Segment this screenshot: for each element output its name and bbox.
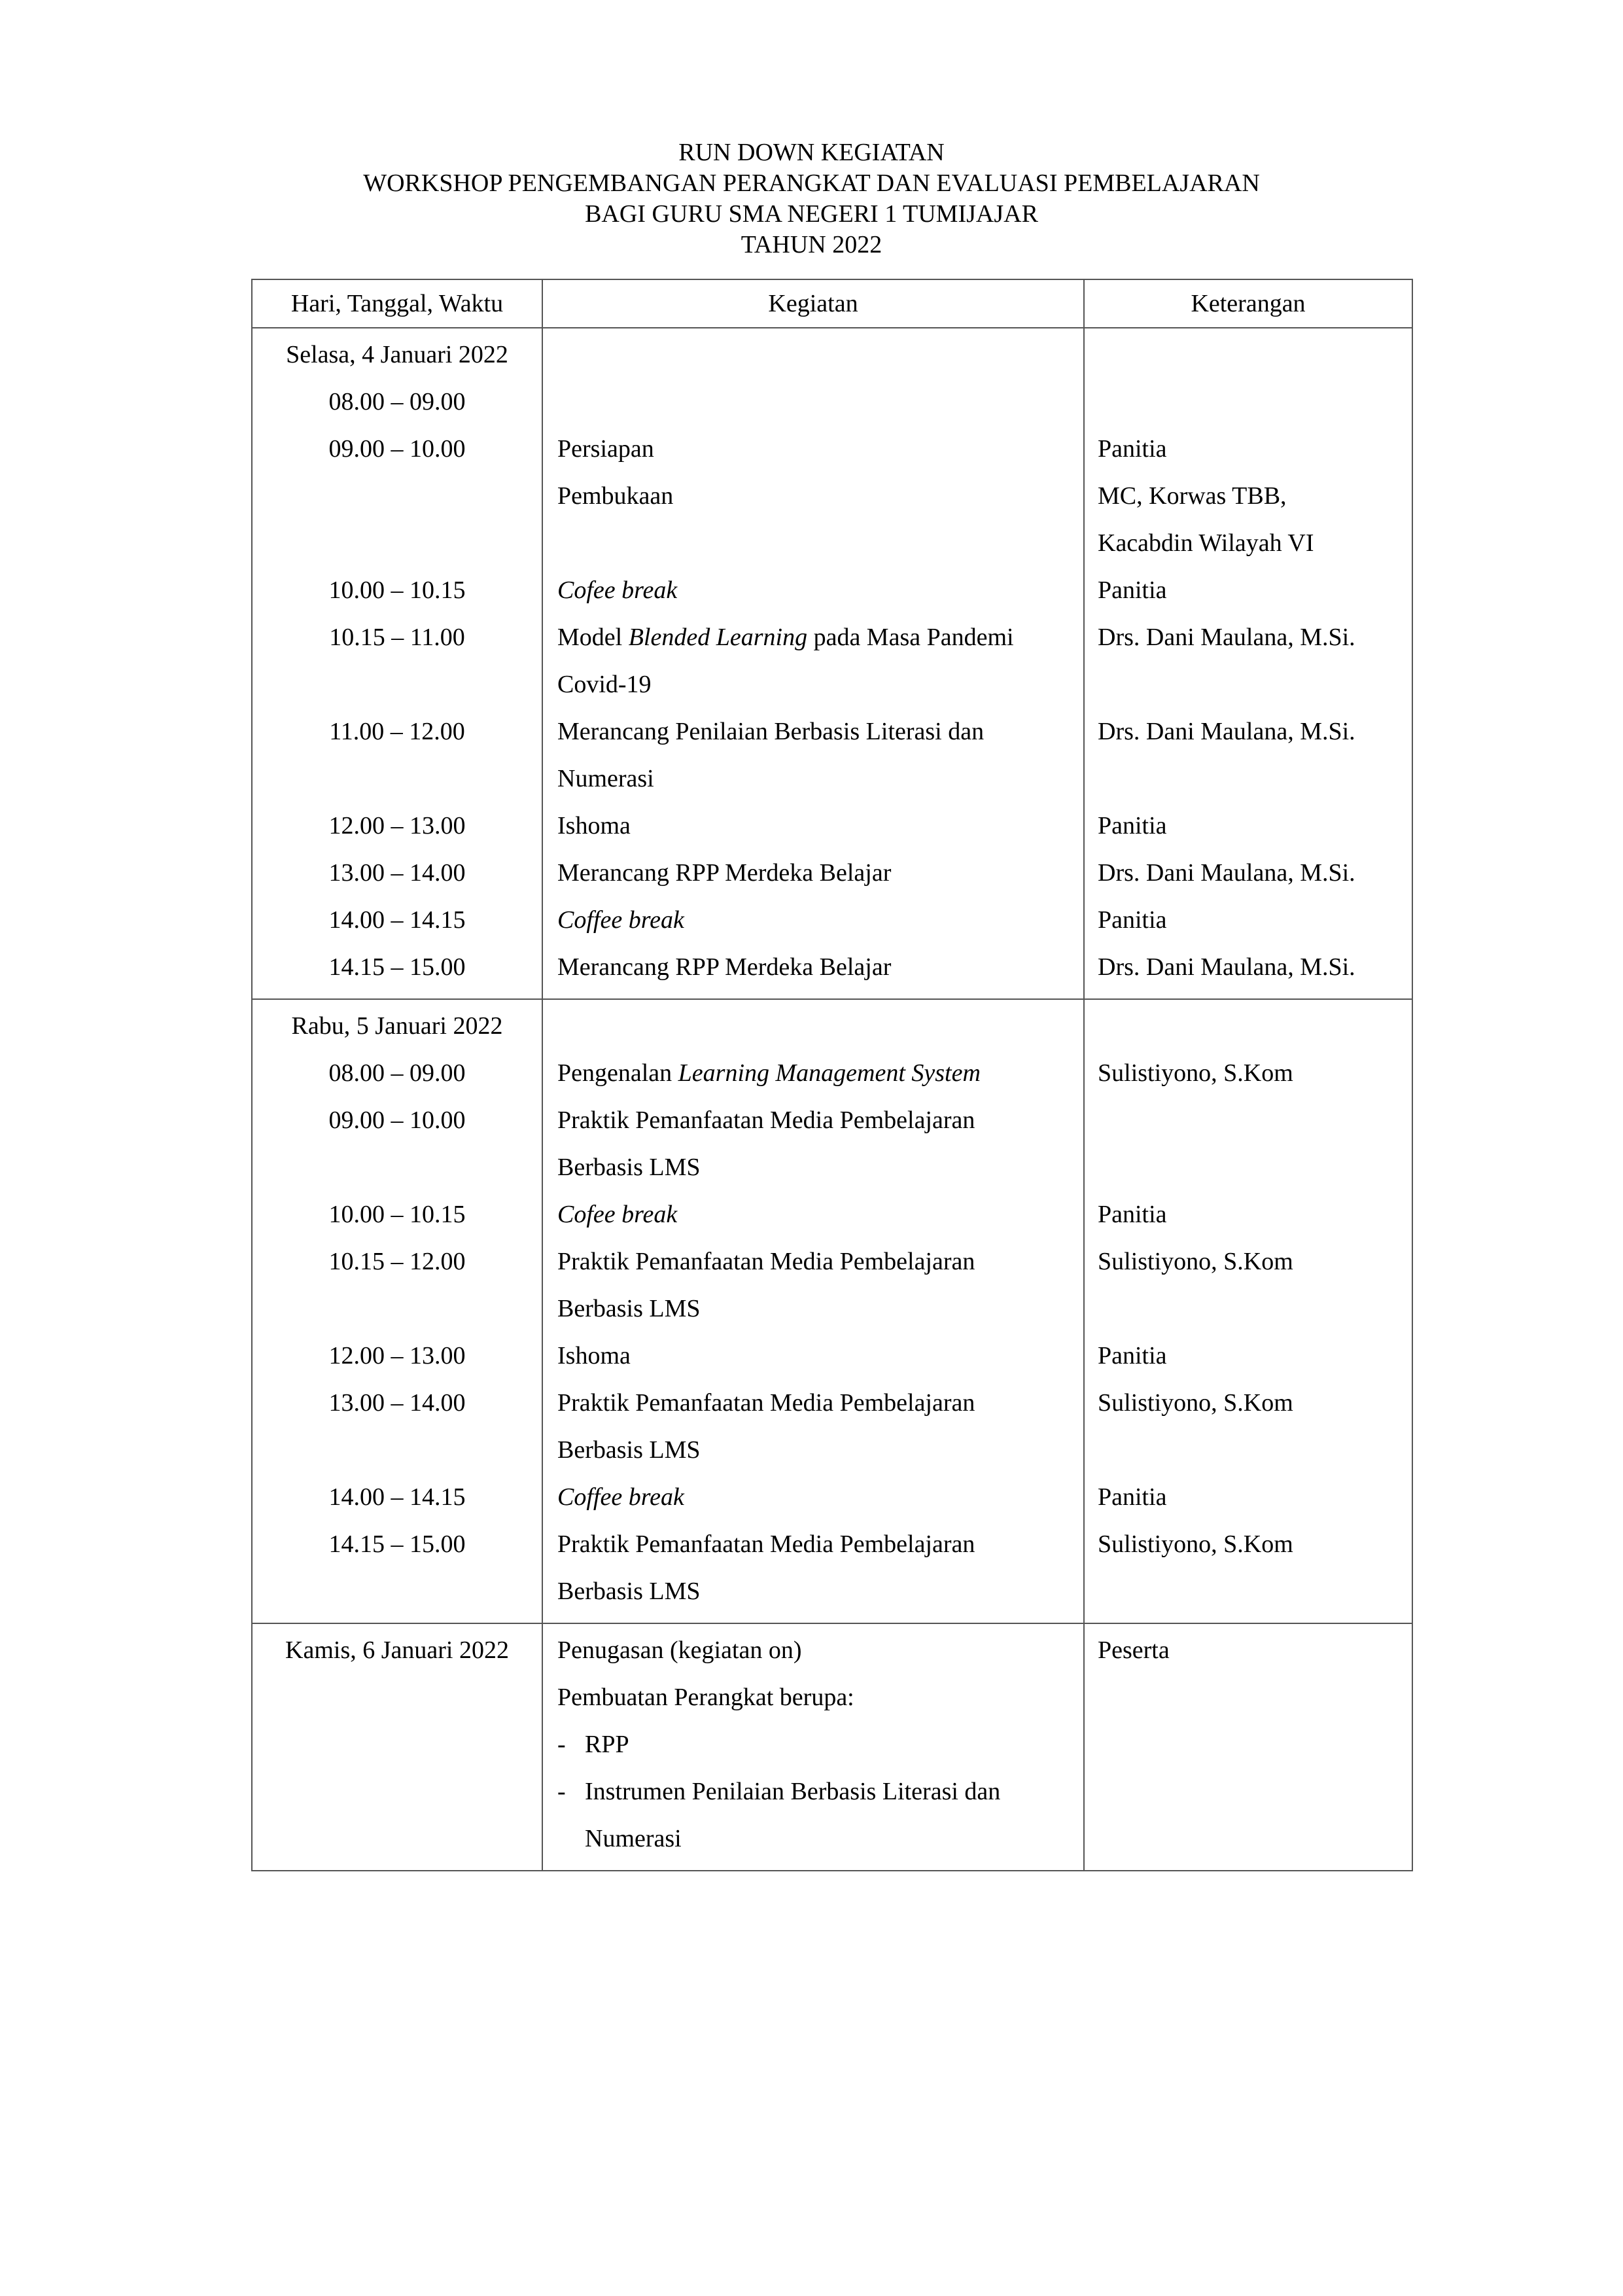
time-slot: 12.00 – 13.00 [328,1342,466,1369]
time-slot: 10.00 – 10.15 [328,576,466,604]
activity-line: Praktik Pemanfaatan Media Pembelajaran [557,1530,975,1558]
activity-line: Berbasis LMS [557,1295,701,1322]
activity-term: Blended Learning [628,624,808,651]
notes-line: Peserta [1098,1636,1170,1664]
header-notes: Keterangan [1084,279,1412,328]
day-label: Kamis, 6 Januari 2022 [285,1636,509,1664]
activity-cell [542,1623,1084,1871]
time-cell [252,999,542,1623]
notes-line: Sulistiyono, S.Kom [1098,1248,1293,1275]
bullet-text: RPP [585,1731,629,1758]
notes-line: Drs. Dani Maulana, M.Si. [1098,859,1355,887]
table-header-row [252,279,1412,328]
activity-cell [542,328,1084,999]
notes-line [1085,1285,1412,1332]
notes-line: Panitia [1098,435,1167,463]
schedule-table [251,279,1413,1871]
time-cell [252,328,542,999]
activity-line: Praktik Pemanfaatan Media Pembelajaran [557,1106,975,1134]
time-slot [253,755,542,802]
activity-term: Learning Management System [678,1059,981,1087]
activity-line [543,614,1083,661]
title-line: RUN DOWN KEGIATAN [678,139,945,166]
notes-line: Sulistiyono, S.Kom [1098,1059,1293,1087]
notes-cell [1084,1623,1412,1871]
bullet-dash: - [557,1731,566,1758]
day-row-selasa [252,328,1412,999]
notes-line: Panitia [1098,1342,1167,1369]
notes-cell [1084,999,1412,1623]
activity-line: Penugasan (kegiatan on) [557,1636,802,1664]
time-slot: 10.15 – 11.00 [329,624,465,651]
activity-cell [542,999,1084,1623]
activity-line [543,331,1083,378]
document-title [0,137,1623,260]
notes-line: Panitia [1098,576,1167,604]
activity-line: Praktik Pemanfaatan Media Pembelajaran [557,1389,975,1417]
time-slot: 14.15 – 15.00 [328,1530,466,1558]
time-slot: 12.00 – 13.00 [328,812,466,839]
activity-line [543,1002,1083,1050]
day-row-kamis [252,1623,1412,1871]
activity-line: Merancang RPP Merdeka Belajar [557,953,892,981]
activity-text: pada Masa Pandemi [807,624,1014,651]
bullet-continuation: Numerasi [585,1825,682,1852]
notes-line: Panitia [1098,1201,1167,1228]
day-label: Rabu, 5 Januari 2022 [291,1012,503,1040]
activity-line: Ishoma [557,1342,631,1369]
time-slot [253,1285,542,1332]
activity-line [543,378,1083,425]
activity-line: Praktik Pemanfaatan Media Pembelajaran [557,1248,975,1275]
notes-cell [1084,328,1412,999]
time-slot: 10.00 – 10.15 [328,1201,466,1228]
title-line: BAGI GURU SMA NEGERI 1 TUMIJAJAR [585,200,1038,228]
activity-line: Berbasis LMS [557,1436,701,1464]
time-slot: 09.00 – 10.00 [328,435,466,463]
notes-line [1085,1426,1412,1474]
notes-line: Panitia [1098,1483,1167,1511]
notes-line: Panitia [1098,812,1167,839]
activity-line: Pembukaan [557,482,674,510]
time-slot: 13.00 – 14.00 [328,859,466,887]
activity-line: Berbasis LMS [557,1154,701,1181]
time-slot: 14.00 – 14.15 [328,1483,466,1511]
time-slot [253,472,542,520]
time-slot [253,661,542,708]
activity-line: Pembuatan Perangkat berupa: [557,1684,854,1711]
time-slot: 14.15 – 15.00 [328,953,466,981]
activity-line: Berbasis LMS [557,1578,701,1605]
time-slot: 08.00 – 09.00 [328,388,466,415]
notes-line: Drs. Dani Maulana, M.Si. [1098,718,1355,745]
time-slot [253,520,542,567]
time-slot: 10.15 – 12.00 [328,1248,466,1275]
activity-line: Cofee break [557,576,678,604]
time-slot: 11.00 – 12.00 [329,718,465,745]
notes-line [1085,661,1412,708]
notes-line: Kacabdin Wilayah VI [1098,529,1314,557]
time-slot [253,1426,542,1474]
bullet-dash: - [557,1778,566,1805]
header-time: Hari, Tanggal, Waktu [252,279,542,328]
activity-line: Coffee break [557,906,684,934]
activity-line [543,520,1083,567]
time-slot [253,1144,542,1191]
notes-line: Drs. Dani Maulana, M.Si. [1098,953,1355,981]
header-activity: Kegiatan [542,279,1084,328]
activity-text: Pengenalan [557,1059,678,1087]
notes-line: Sulistiyono, S.Kom [1098,1389,1293,1417]
notes-line [1085,1097,1412,1144]
title-line: WORKSHOP PENGEMBANGAN PERANGKAT DAN EVALUASI PEMBELAJARAN [363,169,1260,197]
day-label: Selasa, 4 Januari 2022 [286,341,508,368]
notes-line [1085,1002,1412,1050]
bullet-item [543,1721,1083,1768]
activity-line: Merancang Penilaian Berbasis Literasi dan [557,718,985,745]
activity-line: Merancang RPP Merdeka Belajar [557,859,892,887]
notes-line: Drs. Dani Maulana, M.Si. [1098,624,1355,651]
activity-line: Ishoma [557,812,631,839]
bullet-text: Instrumen Penilaian Berbasis Literasi dan [585,1778,1001,1805]
notes-line [1085,1144,1412,1191]
activity-line: Coffee break [557,1483,684,1511]
time-slot [253,1568,542,1615]
activity-line: Persiapan [557,435,654,463]
day-row-rabu [252,999,1412,1623]
notes-line: Sulistiyono, S.Kom [1098,1530,1293,1558]
time-cell [252,1623,542,1871]
notes-line [1085,1568,1412,1615]
activity-line [543,1050,1083,1097]
notes-line: Panitia [1098,906,1167,934]
time-slot: 09.00 – 10.00 [328,1106,466,1134]
title-line: TAHUN 2022 [741,231,882,258]
time-slot: 13.00 – 14.00 [328,1389,466,1417]
time-slot: 14.00 – 14.15 [328,906,466,934]
activity-text: Model [557,624,629,651]
bullet-item [543,1768,1083,1815]
notes-line [1085,755,1412,802]
activity-line: Numerasi [557,765,654,792]
activity-line: Cofee break [557,1201,678,1228]
activity-line: Covid-19 [557,671,652,698]
time-slot: 08.00 – 09.00 [328,1059,466,1087]
notes-line [1085,378,1412,425]
notes-line: MC, Korwas TBB, [1098,482,1287,510]
notes-line [1085,331,1412,378]
